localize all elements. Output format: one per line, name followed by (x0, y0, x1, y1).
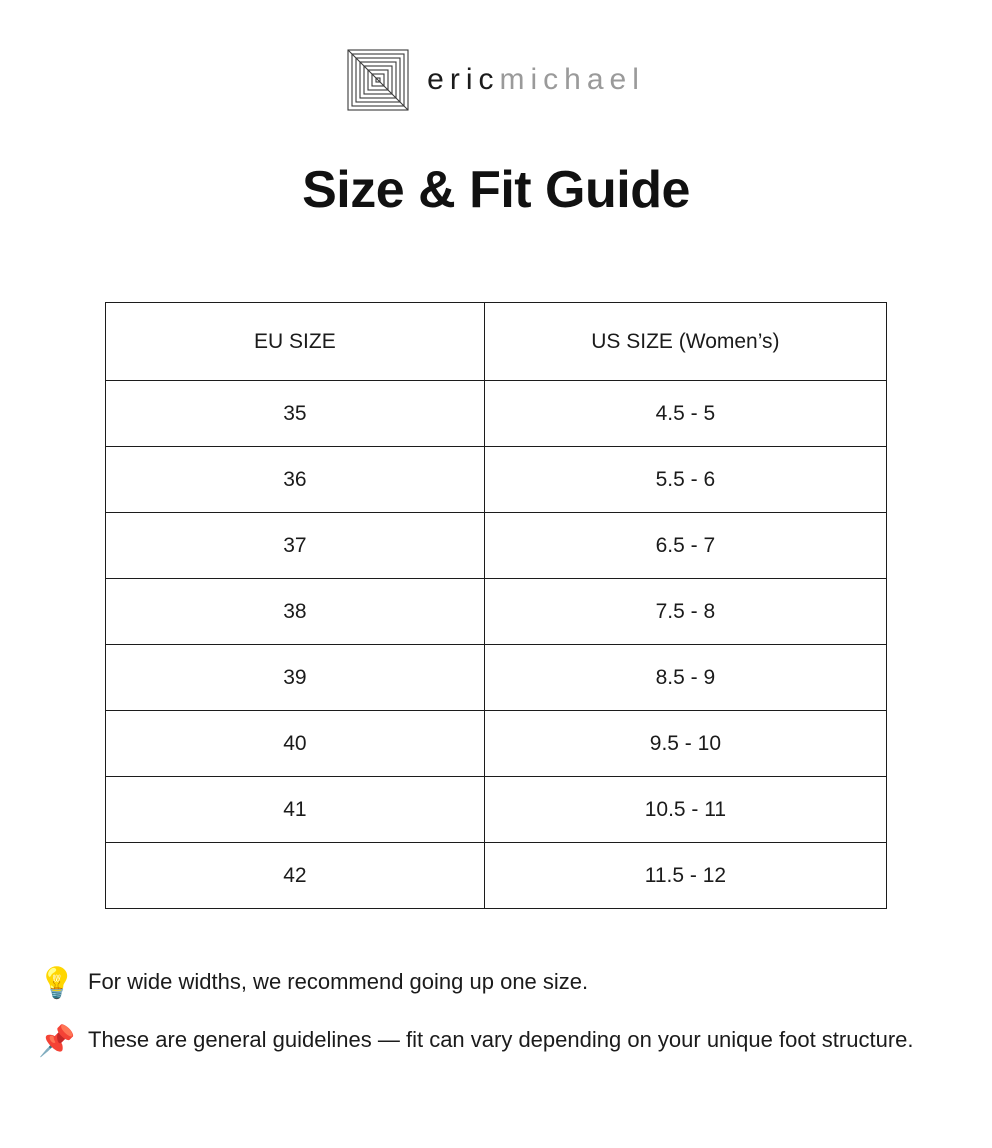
brand-name-second: michael (499, 63, 645, 96)
notes-section (0, 967, 992, 1057)
table-row (106, 381, 887, 447)
size-guide-page (0, 48, 992, 1148)
cell-eu-size: 41 (106, 777, 485, 843)
cell-eu-size: 40 (106, 711, 485, 777)
cell-eu-size: 37 (106, 513, 485, 579)
table-row (106, 711, 887, 777)
cell-us-size: 8.5 - 9 (484, 645, 886, 711)
table-row (106, 645, 887, 711)
column-header-eu-size: EU SIZE (106, 303, 485, 381)
table-row (106, 513, 887, 579)
cell-us-size: 10.5 - 11 (484, 777, 886, 843)
table-row (106, 777, 887, 843)
cell-us-size: 11.5 - 12 (484, 843, 886, 909)
brand-header (0, 48, 992, 112)
cell-us-size: 7.5 - 8 (484, 579, 886, 645)
nested-square-spiral-logo-icon (347, 49, 409, 111)
cell-us-size: 9.5 - 10 (484, 711, 886, 777)
cell-us-size: 4.5 - 5 (484, 381, 886, 447)
brand-name-first: eric (427, 63, 500, 96)
pushpin-icon: 📌 (38, 1025, 76, 1058)
note-wide-widths (38, 967, 958, 999)
table-row (106, 843, 887, 909)
size-table-container (105, 302, 887, 909)
size-table (105, 302, 887, 909)
cell-us-size: 5.5 - 6 (484, 447, 886, 513)
page-title: Size & Fit Guide (302, 161, 690, 219)
note-text: For wide widths, we recommend going up one size. (88, 969, 589, 994)
cell-eu-size: 39 (106, 645, 485, 711)
column-header-us-size: US SIZE (Women’s) (484, 303, 886, 381)
table-row (106, 579, 887, 645)
table-row (106, 447, 887, 513)
table-header-row (106, 303, 887, 381)
note-general-guidelines (38, 1025, 958, 1057)
cell-us-size: 6.5 - 7 (484, 513, 886, 579)
brand-wordmark (427, 63, 645, 97)
note-text: These are general guidelines — fit can vary depending on your unique foot structure. (88, 1027, 914, 1052)
cell-eu-size: 36 (106, 447, 485, 513)
cell-eu-size: 38 (106, 579, 485, 645)
cell-eu-size: 35 (106, 381, 485, 447)
lightbulb-icon: 💡 (38, 967, 76, 1000)
cell-eu-size: 42 (106, 843, 485, 909)
